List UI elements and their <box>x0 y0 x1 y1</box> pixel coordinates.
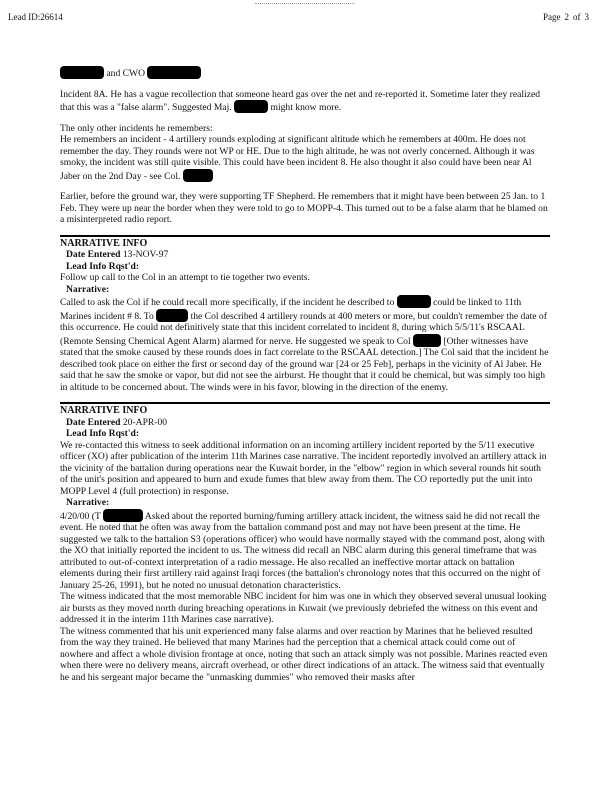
narrative-label: Narrative: <box>66 283 110 295</box>
intro-paragraph-4: Earlier, before the ground war, they were supporting TF Shepherd. He remembers that it might have been between 25 Jan. to 1 Feb. They were up near the border when they were told to go to MOPP-4. This turned out to be a false alarm that he blamed on a misinterpreted radio report. <box>60 191 548 225</box>
redaction-block <box>147 66 201 79</box>
redaction-block <box>60 66 104 79</box>
date-entered: Date Entered 13-NOV-97 <box>66 249 169 260</box>
date-value: 13-NOV-97 <box>122 249 169 260</box>
narrative-paragraph-3: The witness commented that his unit experienced many false alarms and over reaction by Marines that he believed resulted from the way they trained. He believed that many Marines had the perception that a chemical attack could come out of nowhere and affect a whole division frontage at once, noting that such an attack simply was not possible. Marines reacted even when there were no delivery means, aircraft overhead, or other direct indications of an attack. The witness said that eventually he and his sergeant major became the "unmasking dummies" who removed their masks after <box>60 625 548 683</box>
intro-names-line <box>60 66 550 80</box>
page-indicator <box>539 12 589 22</box>
section-divider <box>60 235 550 237</box>
page-number: 2 <box>564 12 569 22</box>
lead-info-value: We re-contacted this witness to seek additional information on an incoming artillery incident reported by the 5/11 executive officer (XO) after publication of the interim 11th Marines case narrative. The incident reportedly involved an artillery attack in the vicinity of the battalion during operations near the Kuwait border, in the "elbow" region in which several rounds hit south of the unit's position and appeared to burn and exude fumes that blew away from them. The CO reportedly put the unit into MOPP Level 4 (full protection) in response. <box>60 439 547 497</box>
lead-id: Lead ID:26614 <box>8 12 63 22</box>
page-label: Page <box>543 12 561 22</box>
top-dotted-rule <box>255 3 355 4</box>
section-divider <box>60 402 550 404</box>
cwo-text: and CWO <box>106 68 146 79</box>
page-total: 3 <box>584 12 589 22</box>
lead-info-value: Follow up call to the Col in an attempt to tie together two events. <box>60 272 310 283</box>
intro-paragraph-1: Incident 8A. He has a vague recollection that someone heard gas over the net and re-reported it. Sometime later they realized that this was a "false alarm". Suggested Maj. might know more. <box>60 88 541 113</box>
date-value: 20-APR-00 <box>122 416 168 428</box>
section-title: NARRATIVE INFO <box>60 405 148 416</box>
section-title: NARRATIVE INFO <box>60 237 148 249</box>
redaction-block <box>397 295 431 308</box>
of-label: of <box>573 12 581 22</box>
date-entered: Date Entered 20-APR-00 <box>66 416 168 428</box>
intro-paragraph-2: The only other incidents he remembers: <box>60 122 213 134</box>
redaction-block <box>103 509 143 522</box>
narrative-paragraph-1: 4/20/00 (T Asked about the reported burning/fuming artillery attack incident, the witness said he did not recall the event. He noted that he often was away from the battalion command post and may not have been present at the time. He suggested we talk to the battalion S3 (operations officer) who would have normally stayed with the command post, along with the XO that initially reported the incident to us. The witness did recall an NBC alarm during this general timeframe that was attributed to out-of-context interpretation of a radio message. He also recalled an ineffective mortar attack on battalion elements during their first artillery raid against Iraqi forces (the battalion's chronology notes that this occurred on the night of January 25-26, 1991), but he noted no unusual detonation characteristics. <box>60 510 545 591</box>
lead-info-label: Lead Info Rqst'd: <box>66 260 140 272</box>
narrative-paragraph-2: The witness indicated that the most memorable NBC incident for him was one in which they observed several unusual looking air bursts as they moved north during breaching operations in Kuwait (we previously debriefed the witness on this event and addressed it in the interim 11th Marines case narrative). <box>60 591 547 625</box>
redaction-block <box>183 169 213 182</box>
narrative-text: Called to ask the Col if he could recall more specifically, if the incident he described to could be linked to 11th Marines incident # 8. To the Col described 4 artillery rounds at 400 meters or more, but couldn't remember the date of this occurrence. He could not definitively state that this incident correlated to incident 8, during which 5/5/11's RSCAAL (Remote Sensing Chemical Agent Alarm) alarmed for nerve. He suggested we speak to Col [Other witnesses have stated that the smoke caused by these rounds does in fact correlate to the RSCAAL detection.] The Col said that the incident he described took place on either the first or second day of the ground war [24 or 25 Feb], perhaps in the vicinity of Al Jaber. He said that he saw the smoke or vapor, but did not see the airburst. He thought that it could be chemical, but was simply too high in altitude to be concerned about. The winds were in his favor, blowing in the direction of the enemy. <box>60 297 549 393</box>
redaction-block <box>234 100 268 113</box>
narrative-label: Narrative: <box>66 497 110 508</box>
intro-paragraph-3: He remembers an incident - 4 artillery rounds exploding at significant altitude which he remembers at 400m. He does not remember the day. They rounds were not WP or HE. Due to the high altitude, he was not overly concerned. Although it was smoky, the incident was still quite visible. This could have been incident 8. He also thought it also could have been near Al Jaber on the 2nd Day - see Col. <box>60 134 535 182</box>
document-body <box>60 66 550 683</box>
lead-info-label: Lead Info Rqst'd: <box>66 428 140 439</box>
redaction-block <box>156 309 188 322</box>
redaction-block <box>413 334 441 347</box>
